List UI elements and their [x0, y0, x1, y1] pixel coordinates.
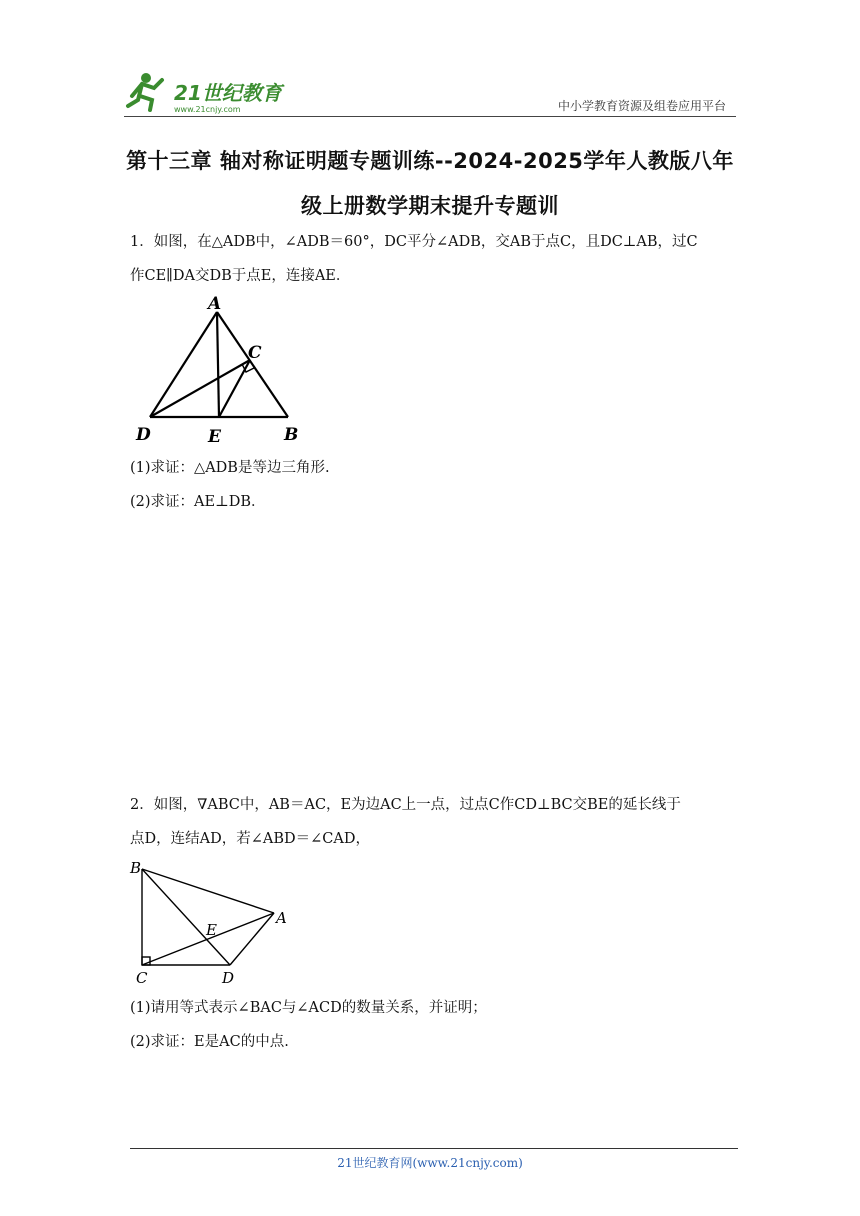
q1-label-A: A [208, 294, 222, 314]
q1-label-C: C [248, 343, 262, 363]
logo-text: 21世纪教育 [174, 81, 282, 105]
q2-label-B: B [130, 859, 142, 877]
q2-stem-line1: 2．如图，∇ABC中，AB＝AC，E为边AC上一点，过点C作CD⊥BC交BE的延长线于 [130, 797, 681, 813]
q1-part2: (2)求证：AE⊥DB． [130, 494, 266, 510]
page-title-line1: 第十三章 轴对称证明题专题训练--2024-2025学年人教版八年 [126, 149, 734, 173]
logo [124, 70, 294, 116]
logo-sub: www.21cnjy.com [174, 105, 241, 114]
q2-part1: (1)请用等式表示∠BAC与∠ACD的数量关系，并证明； [130, 1000, 487, 1016]
footer-divider [130, 1148, 738, 1149]
q2-label-C: C [136, 969, 148, 987]
footer-link[interactable]: 21世纪教育网(www.21cnjy.com) [337, 1156, 523, 1170]
header-right-text: 中小学教育资源及组卷应用平台 [557, 99, 726, 113]
q2-part2: (2)求证：E是AC的中点. [130, 1034, 289, 1050]
q1-label-E: E [208, 427, 221, 447]
q1-figure [130, 292, 310, 450]
runner-icon [128, 73, 162, 110]
page-title-line2: 级上册数学期末提升专题训 [301, 194, 559, 218]
q1-label-B: B [284, 425, 299, 445]
q2-figure [126, 855, 296, 990]
q1-part1: (1)求证：△ADB是等边三角形. [130, 460, 330, 476]
header-divider [124, 116, 736, 117]
q2-label-A: A [276, 909, 287, 927]
q1-label-D: D [136, 425, 151, 445]
q2-stem-line2: 点D，连结AD，若∠ABD＝∠CAD， [130, 831, 370, 847]
q2-label-E: E [206, 921, 217, 939]
q1-stem-line2: 作CE∥DA交DB于点E，连接AE． [130, 268, 351, 284]
q2-segment-DA [230, 913, 274, 965]
q2-label-D: D [222, 969, 235, 987]
q1-segment-AD [150, 312, 217, 417]
q1-stem-line1: 1．如图，在△ADB中，∠ADB＝60°，DC平分∠ADB，交AB于点C，且DC⊥AB，过C [130, 234, 698, 250]
q1-segment-AE [217, 312, 219, 417]
